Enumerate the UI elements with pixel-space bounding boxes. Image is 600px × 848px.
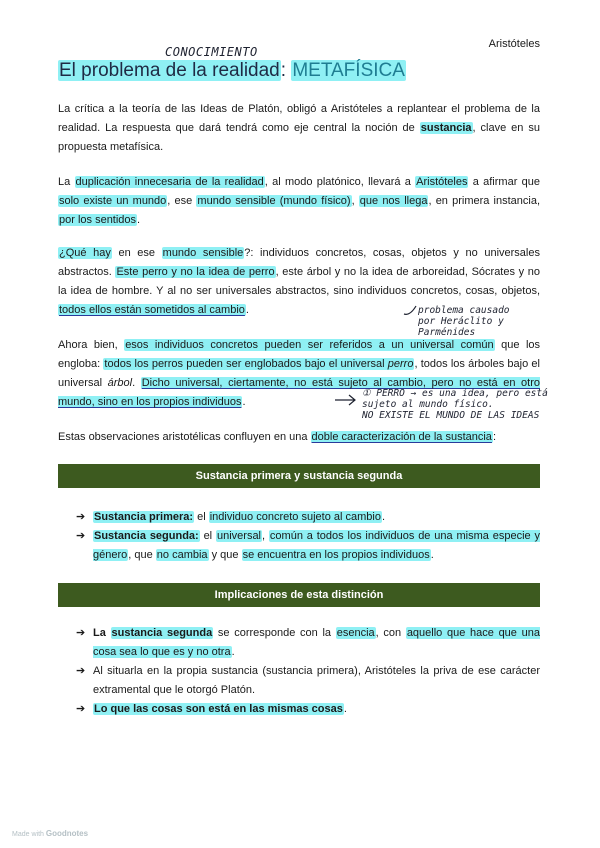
list-item: ➔ Lo que las cosas son está en las mismas cosas.: [76, 700, 540, 719]
highlight: universal: [216, 530, 262, 542]
arrow-right-icon: ➔: [76, 530, 86, 542]
highlight: sustancia: [420, 122, 472, 134]
arrow-right-icon: ➔: [76, 703, 86, 715]
highlight: no cambia: [156, 549, 208, 561]
highlight: esos individuos concretos pueden ser referidos a un universal común: [125, 339, 494, 351]
handwritten-note-dog: ① PERRO → es una idea, pero está sujeto al mundo físico. NO EXISTE EL MUNDO DE LAS IDEAS: [362, 388, 548, 421]
arrow-right-icon: ➔: [76, 665, 86, 677]
paragraph-observations: Estas observaciones aristotélicas confluyen en una doble caracterización de la sustancia:: [58, 431, 496, 443]
list-item: ➔ La sustancia segunda se corresponde con la esencia, con aquello que hace que una cosa sea lo que es y no otra.: [76, 624, 540, 662]
highlight: común a todos los individuos de una misma especie y género: [93, 530, 540, 561]
list-substance-types: [76, 508, 540, 565]
title-main: El problema de la realidad: [59, 60, 280, 81]
highlight: aquello que hace que una cosa sea lo que es y no otra: [93, 627, 540, 658]
highlight: individuo concreto sujeto al cambio: [209, 511, 381, 523]
highlight: duplicación innecesaria de la realidad: [75, 176, 264, 188]
title-separator: :: [280, 60, 292, 81]
highlight: ¿Qué hay: [59, 247, 111, 259]
highlight: Aristóteles: [416, 176, 468, 188]
handwritten-arrow-icon: [333, 392, 359, 408]
handwritten-arrow-icon: [402, 302, 418, 318]
list-item: ➔ Al situarla en la propia sustancia (sustancia primera), Aristóteles la priva de ese carácter extramental que le otorgó Platón.: [76, 662, 540, 700]
section-header-substance: Sustancia primera y sustancia segunda: [58, 464, 540, 488]
handwritten-title-note: CONOCIMIENTO: [165, 45, 258, 59]
highlight: que nos llega: [359, 195, 428, 207]
arrow-right-icon: ➔: [76, 511, 86, 523]
paragraph-sensible-world: ¿Qué hay en ese mundo sensible?: individuos concretos, cosas, objetos y no universales abstractos. Este perro y no la idea de perro, este árbol y no la idea de arboreidad, Sócrates y no la idea de hombre. Y al no ser universales abstractos, sino individuos concretos, cosas, objetos, todos ellos están sometidos al cambio.: [58, 247, 540, 316]
arrow-right-icon: ➔: [76, 627, 86, 639]
handwritten-note-change: problema causado por Heráclito y Parménides: [418, 305, 510, 338]
paragraph-intro: La crítica a la teoría de las Ideas de Platón, obligó a Aristóteles a replantear el problema de la realidad. La respuesta que dará tendrá como eje central la noción de sustancia, clave en su propuesta metafísica.: [58, 103, 540, 153]
highlight: doble caracterización de la sustancia: [311, 431, 492, 443]
list-implications: [76, 624, 540, 719]
highlight: Este perro y no la idea de perro: [116, 266, 275, 278]
paragraph-duplication: La duplicación innecesaria de la realidad, al modo platónico, llevará a Aristóteles a afirmar que solo existe un mundo, ese mundo sensible (mundo físico), que nos llega, en primera instancia, por los sentidos.: [58, 176, 541, 226]
highlight: se encuentra en los propios individuos: [242, 549, 430, 561]
paragraph-universal: Ahora bien, esos individuos concretos pueden ser referidos a un universal común que los engloba: todos los perros pueden ser englobados bajo el universal perro, todos los árboles bajo el universal árbol. Dicho universal, ciertamente, no está sujeto al cambio, pero no está en otro mundo, sino en los propios individuos.: [58, 339, 541, 408]
highlight: solo existe un mundo: [59, 195, 167, 207]
highlight: todos los perros pueden ser englobados bajo el universal perro: [104, 358, 414, 370]
highlight: por los sentidos: [59, 214, 137, 226]
list-item: ➔ Sustancia primera: el individuo concreto sujeto al cambio.: [76, 508, 540, 527]
page-title: [58, 60, 406, 82]
list-item: ➔ Sustancia segunda: el universal, común a todos los individuos de una misma especie y género, que no cambia y que se encuentra en los propios individuos.: [76, 527, 540, 565]
highlight: todos ellos están sometidos al cambio: [59, 304, 245, 316]
title-accent: METAFÍSICA: [292, 60, 405, 81]
highlight: esencia: [336, 627, 375, 639]
highlight: Dicho universal, ciertamente, no está sujeto al cambio, pero no está en otro mundo, sino en los propios individuos: [58, 377, 541, 408]
highlight: mundo sensible: [162, 247, 244, 259]
goodnotes-watermark: Made with Goodnotes: [12, 829, 89, 838]
author-name: Aristóteles: [488, 38, 540, 50]
highlight: mundo sensible (mundo físico): [197, 195, 351, 207]
section-header-implications: Implicaciones de esta distinción: [58, 583, 540, 607]
